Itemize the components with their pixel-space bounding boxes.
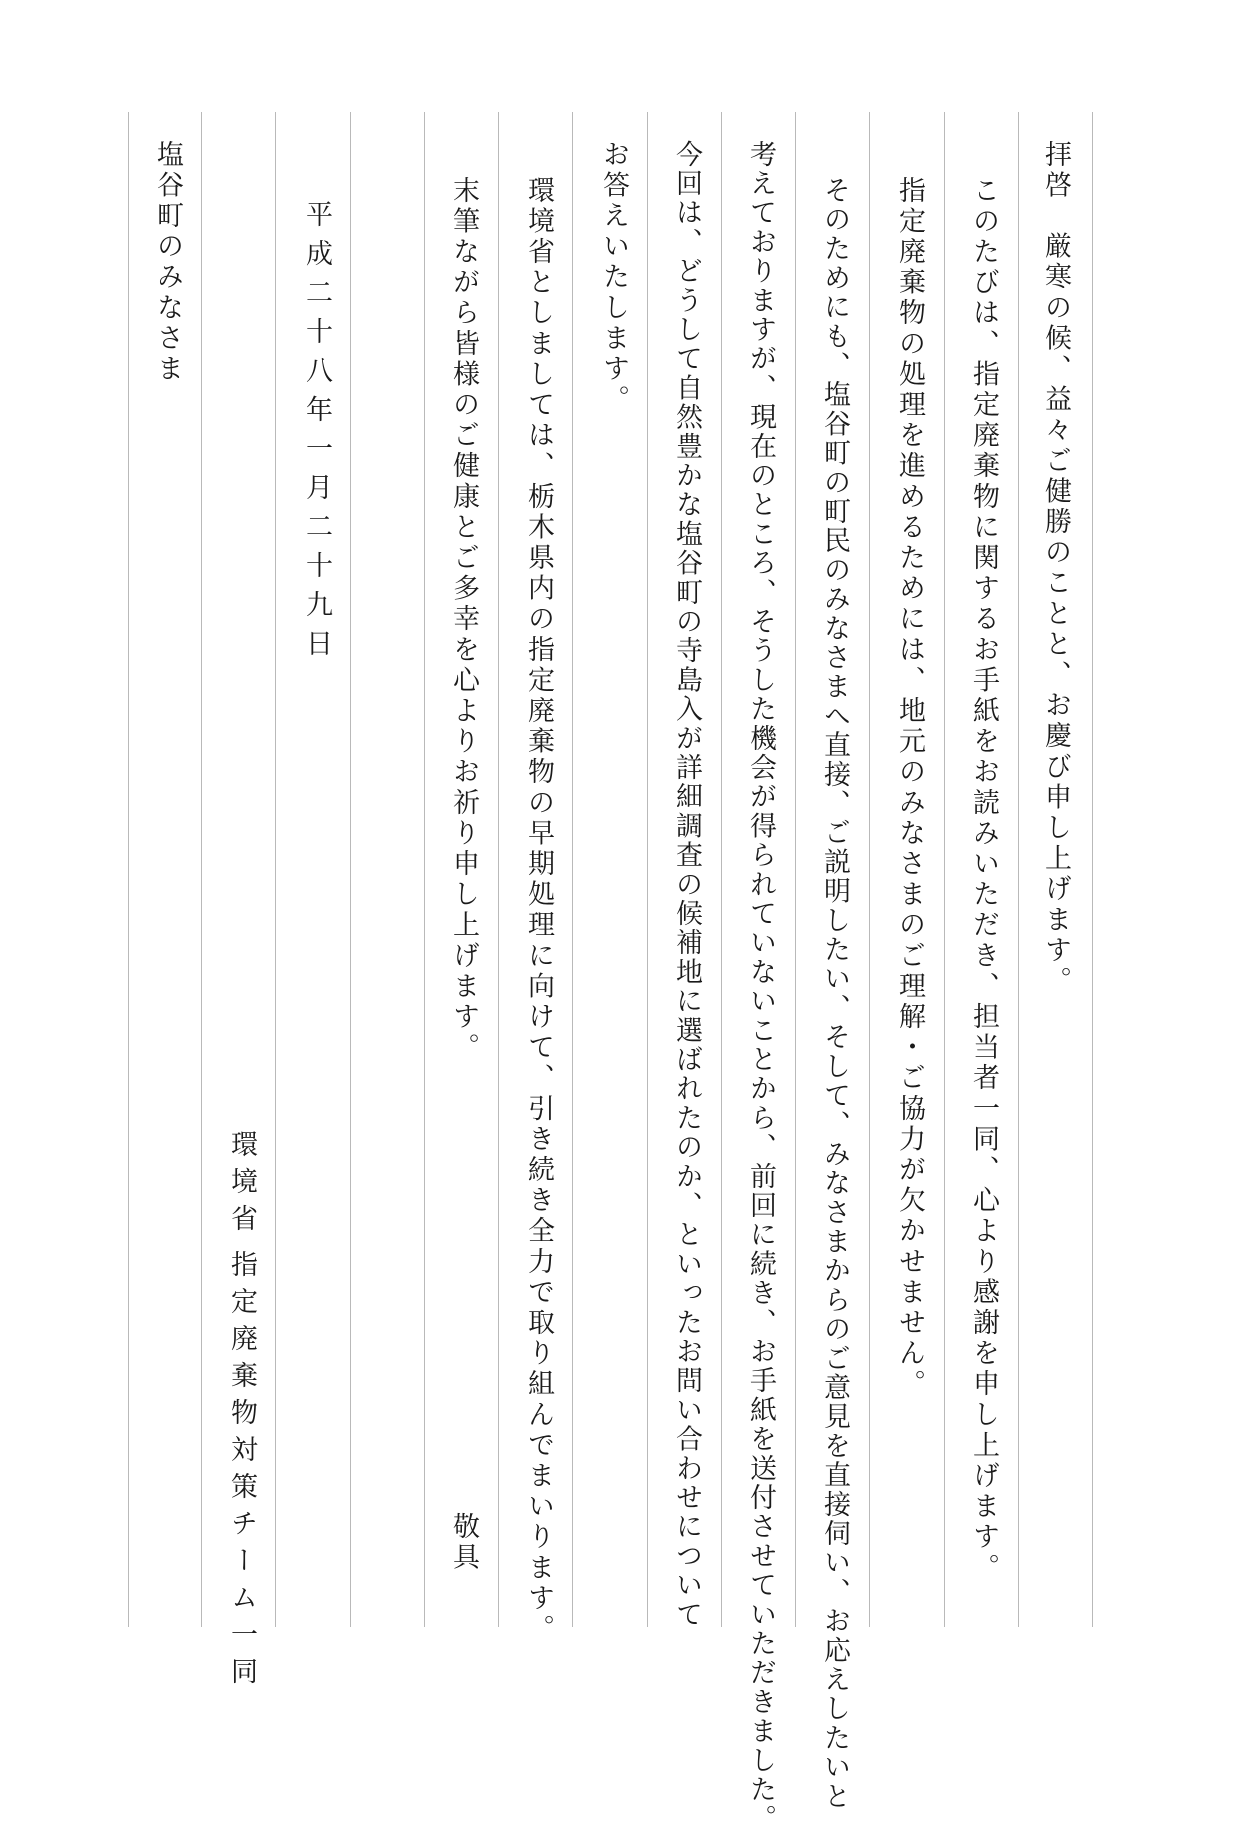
ruled-line <box>201 112 202 1627</box>
ruled-line <box>128 112 129 1627</box>
ruled-line <box>572 112 573 1627</box>
ruled-line <box>350 112 351 1627</box>
sender-team: 指定廃棄物対策チーム一同 <box>226 1250 257 1694</box>
paragraph-cooperation: 指定廃棄物の処理を進めるためには、地元のみなさまのご理解・ご協力が欠かせません。 <box>894 176 925 1400</box>
ruled-line <box>647 112 648 1627</box>
paragraph-closing-wish: 末筆ながら皆様のご健康とご多幸を心よりお祈り申し上げます。 <box>448 176 479 1064</box>
salutation: 拝啓 厳寒の候、益々ご健勝のことと、お慶び申し上げます。 <box>1040 140 1071 997</box>
ruled-line <box>721 112 722 1627</box>
ruled-line <box>1018 112 1019 1627</box>
paragraph-commitment: 環境省としましては、栃木県内の指定廃棄物の早期処理に向けて、引き続き全力で取り組んでまいります。 <box>523 176 554 1645</box>
ruled-line <box>944 112 945 1627</box>
paragraph-direct-explanation: そのためにも、塩谷町の町民のみなさまへ直接、ご説明したい、そして、みなさまからのご意見を直接伺い、お応えしたいと <box>819 176 850 1812</box>
ruled-line <box>1092 112 1093 1627</box>
date: 平成二十八年一月二十九日 <box>301 200 332 668</box>
paragraph-answer: お答えいたします。 <box>598 140 629 416</box>
ruled-line <box>275 112 276 1627</box>
sender-organization: 環境省 <box>226 1130 257 1241</box>
paragraph-inquiry: 今回は、どうして自然豊かな塩谷町の寺島入が詳細調査の候補地に選ばれたのか、といったお問い合わせについて <box>671 140 702 1630</box>
paragraph-continuation: 考えておりますが、現在のところ、そうした機会が得られていないことから、前回に続き、お手紙を送付させていただきました。 <box>745 140 776 1834</box>
ruled-line <box>869 112 870 1627</box>
ruled-line <box>498 112 499 1627</box>
closing-keigu: 敬具 <box>448 1512 479 1574</box>
paragraph-thanks: このたびは、指定廃棄物に関するお手紙をお読みいただき、担当者一同、心より感謝を申し上げます。 <box>968 176 999 1584</box>
ruled-line <box>795 112 796 1627</box>
addressee: 塩谷町のみなさま <box>152 140 183 385</box>
ruled-line <box>424 112 425 1627</box>
